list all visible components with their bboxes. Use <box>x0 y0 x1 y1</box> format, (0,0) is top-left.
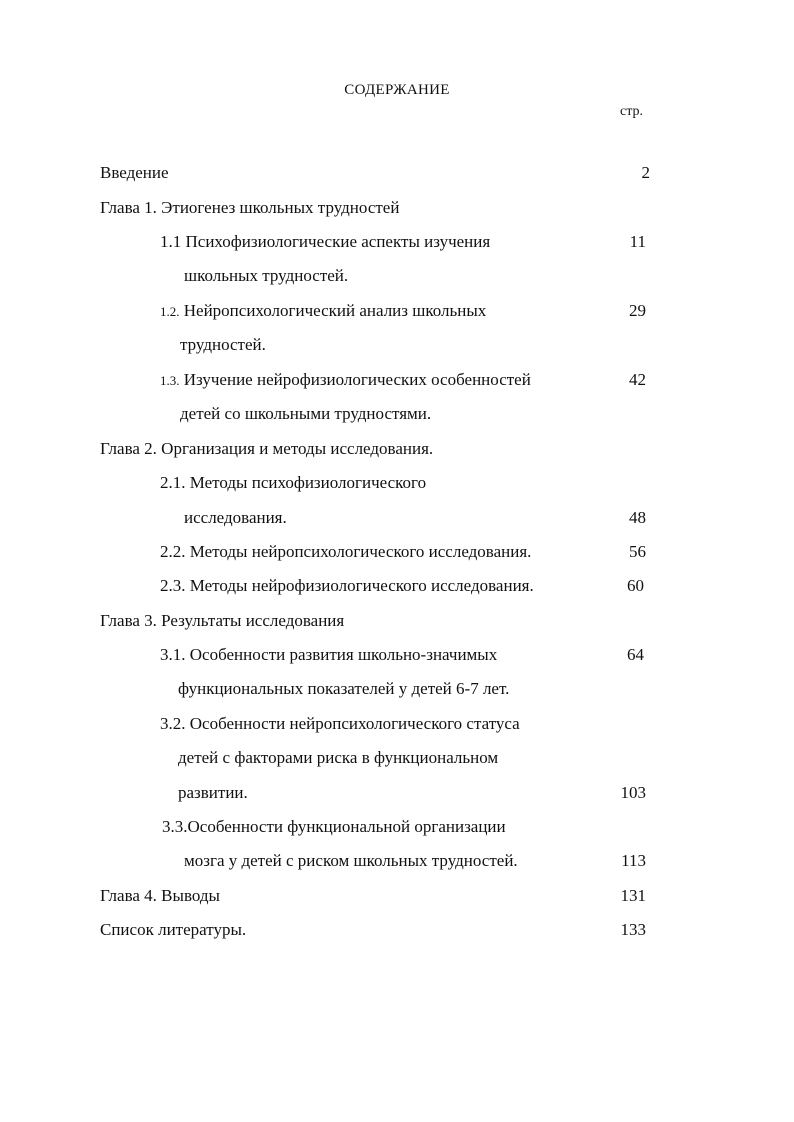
section-title: Психофизиологические аспекты изучения <box>185 232 491 251</box>
toc-section-1-2-cont: трудностей. <box>180 335 266 354</box>
toc-chapter-2: Глава 2. Организация и методы исследования. <box>100 439 434 458</box>
toc-chapter-1: Глава 1. Этиогенез школьных трудностей <box>100 198 400 217</box>
section-number: 1.2. <box>160 304 180 319</box>
toc-section-3-3-cont: мозга у детей с риском школьных трудностей. <box>184 851 518 870</box>
toc-chapter-4: Глава 4. Выводы <box>100 886 220 905</box>
toc-section-2-1-cont: исследования. <box>184 508 287 527</box>
toc-page-references: 133 <box>620 920 646 939</box>
toc-page-2-3: 60 <box>627 576 644 595</box>
toc-section-1-1 <box>160 231 490 253</box>
toc-title: СОДЕРЖАНИЕ <box>344 82 450 98</box>
toc-section-3-1-cont: функциональных показателей у детей 6-7 лет. <box>178 679 510 698</box>
toc-section-1-3-cont: детей со школьными трудностями. <box>180 404 432 423</box>
toc-page-2-2: 56 <box>629 542 646 561</box>
toc-page-chapter-4: 131 <box>620 886 646 905</box>
toc-page-3-3: 113 <box>621 851 646 870</box>
toc-page-2-1: 48 <box>629 508 646 527</box>
toc-section-3-3: 3.3.Особенности функциональной организации <box>162 817 506 836</box>
toc-page-intro: 2 <box>641 163 650 182</box>
toc-section-3-2: 3.2. Особенности нейропсихологического статуса <box>160 714 520 733</box>
section-number: 1.1 <box>160 232 182 251</box>
section-title: Нейропсихологический анализ школьных <box>183 301 487 320</box>
toc-page-3-2: 103 <box>620 783 646 802</box>
toc-page-1-2: 29 <box>629 301 646 320</box>
toc-section-3-2-cont2: развитии. <box>178 783 248 802</box>
toc-section-2-2: 2.2. Методы нейропсихологического исследования. <box>160 542 532 561</box>
toc-page-3-1: 64 <box>627 645 644 664</box>
toc-section-2-1: 2.1. Методы психофизиологического <box>160 473 427 492</box>
toc-section-2-3: 2.3. Методы нейрофизиологического исследования. <box>160 576 534 595</box>
section-title: Изучение нейрофизиологических особенностей <box>183 370 531 389</box>
toc-section-1-1-cont: школьных трудностей. <box>184 266 349 285</box>
toc-page-1-3: 42 <box>629 370 646 389</box>
toc-section-3-1: 3.1. Особенности развития школьно-значимых <box>160 645 498 664</box>
toc-section-1-2 <box>160 300 486 323</box>
toc-references: Список литературы. <box>100 920 247 939</box>
toc-section-1-3 <box>160 369 531 392</box>
page-column-label: стр. <box>620 104 644 119</box>
toc-chapter-3: Глава 3. Результаты исследования <box>100 611 345 630</box>
toc-page-1-1: 11 <box>629 232 646 251</box>
section-number: 1.3. <box>160 373 180 388</box>
toc-entry-intro: Введение <box>100 163 169 182</box>
toc-section-3-2-cont: детей с факторами риска в функциональном <box>178 748 499 767</box>
